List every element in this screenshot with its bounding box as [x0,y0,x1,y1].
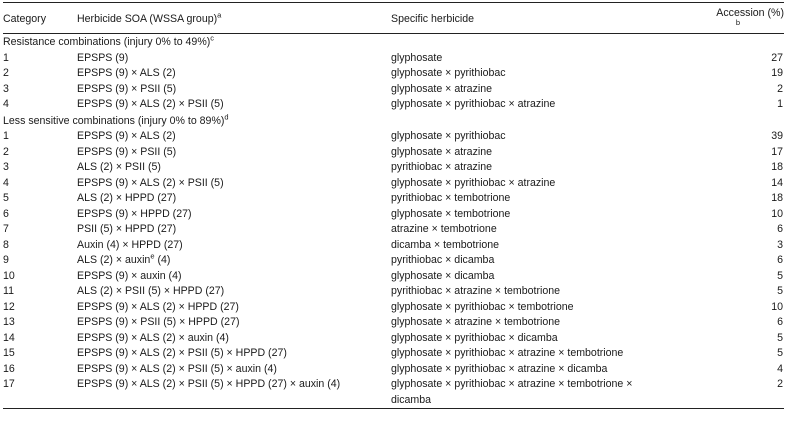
cell-accession: 2 [777,82,783,95]
soa-text: EPSPS (9) × ALS (2) × PSII (5) [77,98,224,110]
herbicide-text: pyrithiobac × tembotrione [391,192,511,204]
soa-text: EPSPS (9) × ALS (2) × auxin (4) [77,331,229,344]
table-body [3,34,784,409]
table-header [3,3,784,34]
cell-specific-herbicide [391,97,709,113]
section-title-text: Less sensitive combinations (injury 0% to 89%) [3,114,225,127]
cell-specific-herbicide [391,253,709,269]
cell-soa [77,82,391,98]
herbicide-accession-table [3,3,784,408]
soa-text: ALS (2) × PSII (5) × HPPD (27) [77,285,225,297]
cell-accession: 19 [771,67,783,79]
soa-text: EPSPS (9) × ALS (2) [77,130,176,142]
table-row [3,377,784,408]
table-row [3,222,784,238]
herbicide-text: glyphosate × pyrithiobac × atrazine × tembotrione × [391,378,633,390]
bottom-rule [3,408,784,409]
cell-accession: 18 [771,161,783,173]
cell-specific-herbicide [391,315,709,331]
soa-text: EPSPS (9) × auxin (4) [77,269,182,282]
cell-accession: 18 [771,192,783,204]
cell-soa [77,284,391,300]
cell-specific-herbicide [391,346,709,362]
cell-accession: 6 [777,254,783,266]
cell-specific-herbicide [391,160,709,176]
herbicide-text: atrazine × tembotrione [391,223,497,235]
table-row [3,160,784,176]
section-title-text: Resistance combinations (injury 0% to 49%) [3,36,211,48]
table-row [3,51,784,67]
header-category: Category [3,12,46,25]
cell-accession: 5 [777,347,783,359]
cell-category: 1 [3,130,9,142]
soa-footnote: e [150,251,155,261]
cell-soa [77,362,391,378]
cell-category: 2 [3,145,9,158]
herbicide-text: glyphosate × pyrithiobac × atrazine [391,176,556,189]
section-title-footnote: d [224,111,229,121]
soa-text: EPSPS (9) × ALS (2) × PSII (5) × HPPD (27) [77,347,287,359]
cell-soa [77,377,391,408]
table-row [3,97,784,113]
cell-accession: 5 [777,331,783,344]
soa-text: EPSPS (9) × ALS (2) × PSII (5) × auxin (4) [77,362,277,375]
cell-category: 8 [3,238,9,251]
soa-text: ALS (2) × auxin [77,254,151,266]
herbicide-text: glyphosate × pyrithiobac [391,130,506,142]
section-title-footnote: c [210,33,215,43]
cell-soa [77,176,391,192]
cell-accession: 27 [771,51,783,64]
cell-category: 10 [3,269,15,282]
cell-accession: 5 [777,285,783,297]
herbicide-text: pyrithiobac × dicamba [391,254,495,266]
herbicide-text: glyphosate × pyrithiobac × dicamba [391,331,558,344]
cell-specific-herbicide [391,377,709,408]
cell-soa [77,191,391,207]
soa-text: EPSPS (9) × PSII (5) × HPPD (27) [77,316,240,328]
herbicide-text: glyphosate × pyrithiobac [391,67,506,79]
herbicide-text: glyphosate × atrazine [391,145,493,158]
cell-soa [77,269,391,285]
table-row [3,331,784,347]
cell-specific-herbicide [391,191,709,207]
cell-category: 4 [3,176,9,189]
cell-specific-herbicide [391,145,709,161]
cell-specific-herbicide [391,269,709,285]
table-row [3,269,784,285]
cell-soa [77,145,391,161]
soa-text: ALS (2) × PSII (5) [77,161,161,173]
header-soa: Herbicide SOA (WSSA group)$^a$ [77,9,222,25]
cell-soa [77,222,391,238]
header-accession: Accession (%) b [709,3,784,34]
table-row [3,82,784,98]
section-header-row [3,34,784,51]
cell-soa [77,51,391,67]
table-row [3,300,784,316]
table-row [3,315,784,331]
herbicide-text: glyphosate [391,51,443,64]
cell-category: 5 [3,192,9,204]
soa-text: PSII (5) × HPPD (27) [77,223,177,235]
header-accession-footnote: b [735,18,740,27]
soa-text-tail: (4) [154,254,171,266]
cell-soa [77,160,391,176]
herbicide-text: pyrithiobac × atrazine × tembotrione [391,285,561,297]
soa-text: EPSPS (9) × ALS (2) [77,67,176,79]
cell-category: 2 [3,67,9,79]
cell-specific-herbicide [391,51,709,67]
section-title [3,113,784,130]
table-row [3,191,784,207]
herbicide-text: glyphosate × pyrithiobac × tembotrione [391,300,574,313]
table-row [3,362,784,378]
cell-specific-herbicide [391,82,709,98]
soa-text: ALS (2) × HPPD (27) [77,192,177,204]
herbicide-text: glyphosate × atrazine × tembotrione [391,316,561,328]
cell-accession: 10 [771,300,783,313]
soa-text: EPSPS (9) × PSII (5) [77,82,177,95]
herbicide-text: glyphosate × pyrithiobac × atrazine [391,98,556,110]
cell-category: 14 [3,331,15,344]
cell-accession: 39 [771,130,783,142]
table-row [3,66,784,82]
cell-specific-herbicide [391,176,709,192]
section-header-row [3,113,784,130]
cell-category: 4 [3,98,9,110]
cell-accession: 14 [771,176,783,189]
cell-specific-herbicide [391,238,709,254]
header-soa-footnote: a [217,9,222,19]
cell-accession: 6 [777,223,783,235]
cell-category: 15 [3,347,15,359]
cell-soa [77,253,391,269]
cell-accession: 1 [777,98,783,110]
cell-category: 13 [3,316,15,328]
herbicide-text: glyphosate × dicamba [391,269,495,282]
table-row [3,129,784,145]
cell-soa [77,346,391,362]
herbicide-text: glyphosate × pyrithiobac × atrazine × tembotrione [391,347,624,359]
herbicide-text: glyphosate × tembotrione [391,207,511,220]
table-row [3,284,784,300]
table-row [3,346,784,362]
cell-soa [77,129,391,145]
cell-specific-herbicide [391,362,709,378]
cell-soa [77,238,391,254]
cell-soa [77,315,391,331]
cell-category: 6 [3,207,9,220]
cell-category: 9 [3,254,9,266]
table-row [3,207,784,223]
soa-text: EPSPS (9) × PSII (5) [77,145,177,158]
herbicide-text: dicamba × tembotrione [391,238,500,251]
cell-soa [77,66,391,82]
soa-text: EPSPS (9) [77,51,129,64]
table-row [3,176,784,192]
cell-accession: 3 [777,238,783,251]
cell-specific-herbicide [391,207,709,223]
herbicide-text: pyrithiobac × atrazine [391,161,492,173]
header-specific-herbicide: Specific herbicide [391,12,475,25]
table-row [3,145,784,161]
cell-specific-herbicide [391,300,709,316]
cell-specific-herbicide [391,222,709,238]
cell-category: 16 [3,362,15,375]
cell-specific-herbicide [391,331,709,347]
soa-text: EPSPS (9) × ALS (2) × PSII (5) × HPPD (27) × auxin (4) [77,378,341,390]
cell-specific-herbicide [391,284,709,300]
cell-accession: 6 [777,316,783,328]
cell-soa [77,207,391,223]
cell-category: 12 [3,300,15,313]
cell-soa [77,331,391,347]
cell-accession: 4 [777,362,783,375]
table-row [3,253,784,269]
cell-accession: 17 [771,145,783,158]
cell-soa [77,300,391,316]
cell-category: 11 [3,285,14,297]
cell-category: 7 [3,223,9,235]
cell-specific-herbicide [391,66,709,82]
soa-text: EPSPS (9) × ALS (2) × PSII (5) [77,176,224,189]
section-title [3,34,784,51]
cell-soa [77,97,391,113]
soa-text: EPSPS (9) × HPPD (27) [77,207,192,220]
table-row [3,238,784,254]
herbicide-text: glyphosate × atrazine [391,82,493,95]
cell-specific-herbicide [391,129,709,145]
cell-category: 1 [3,51,9,64]
herbicide-text-line2: dicamba [391,393,432,406]
soa-text: Auxin (4) × HPPD (27) [77,238,183,251]
cell-category: 3 [3,82,9,95]
cell-accession: 2 [777,378,783,390]
cell-category: 3 [3,161,9,173]
cell-accession: 10 [771,207,783,220]
cell-accession: 5 [777,269,783,282]
herbicide-text: glyphosate × pyrithiobac × atrazine × dicamba [391,362,608,375]
soa-text: EPSPS (9) × ALS (2) × HPPD (27) [77,300,239,313]
cell-category: 17 [3,378,15,390]
